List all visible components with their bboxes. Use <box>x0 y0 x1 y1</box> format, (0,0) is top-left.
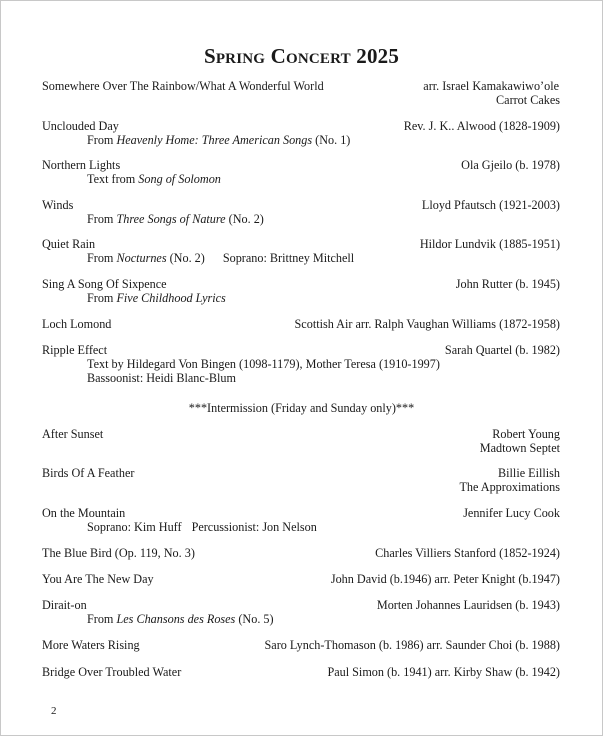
program-entry-ripple-effect <box>42 343 560 385</box>
piece-credit: Jennifer Lucy Cook <box>463 506 560 520</box>
piece-credit: Morten Johannes Lauridsen (b. 1943) <box>376 598 560 612</box>
program-entry-on-the-mountain <box>42 506 560 534</box>
soloist: Soprano: Kim Huff <box>87 520 182 534</box>
program-entry-after-sunset <box>42 427 560 455</box>
soloist: Soprano: Brittney Mitchell <box>222 251 355 265</box>
source-work: From Les Chansons des Roses (No. 5) <box>87 612 274 626</box>
piece-credit: Saro Lynch-Thomason (b. 1986) arr. Saunder Choi (b. 1988) <box>264 638 560 652</box>
piece-title: More Waters Rising <box>42 638 140 652</box>
performer: The Approximations <box>459 480 560 494</box>
piece-credit: John Rutter (b. 1945) <box>455 277 560 291</box>
piece-credit: Hildor Lundvik (1885-1951) <box>419 237 560 251</box>
piece-title: Dirait-on <box>42 598 87 612</box>
performer: Carrot Cakes <box>496 93 560 107</box>
program-entry-unclouded-day <box>42 119 560 147</box>
source-work: From Heavenly Home: Three American Songs (No. 1) <box>87 133 351 147</box>
piece-title: Ripple Effect <box>42 343 108 357</box>
intermission-note: ***Intermission (Friday and Sunday only)*** <box>188 401 415 415</box>
program-entry-quiet-rain <box>42 237 560 265</box>
concert-title: Spring Concert 2025 <box>203 44 400 68</box>
piece-credit: Paul Simon (b. 1941) arr. Kirby Shaw (b. 1942) <box>327 665 560 679</box>
piece-title: Birds Of A Feather <box>42 466 135 480</box>
program-entry-rainbow <box>42 79 560 107</box>
piece-title: The Blue Bird (Op. 119, No. 3) <box>42 546 195 560</box>
piece-title: Unclouded Day <box>42 119 119 133</box>
piece-credit: John David (b.1946) arr. Peter Knight (b.1947) <box>330 572 560 586</box>
program-entry-winds <box>42 198 560 226</box>
piece-title: Sing A Song Of Sixpence <box>42 277 167 291</box>
program-entry-birds-of-a-feather <box>42 466 560 494</box>
source-work: From Three Songs of Nature (No. 2) <box>87 212 264 226</box>
piece-title: Bridge Over Troubled Water <box>42 665 182 679</box>
program-entry-new-day <box>42 572 560 586</box>
source-work: From Five Childhood Lyrics <box>87 291 226 305</box>
piece-credit: Rev. J. K.. Alwood (1828-1909) <box>403 119 560 133</box>
performer: Madtown Septet <box>479 441 560 455</box>
piece-title: Northern Lights <box>42 158 121 172</box>
program-entry-northern-lights <box>42 158 560 186</box>
page-number: 2 <box>51 705 57 717</box>
program-entry-loch-lomond <box>42 317 560 331</box>
piece-credit: Ola Gjeilo (b. 1978) <box>461 158 560 172</box>
text-credit: Text by Hildegard Von Bingen (1098-1179), Mother Teresa (1910-1997) <box>87 357 440 371</box>
soloist: Percussionist: Jon Nelson <box>191 520 317 534</box>
piece-title: After Sunset <box>42 427 104 441</box>
source-work: Text from Song of Solomon <box>87 172 221 186</box>
piece-title: You Are The New Day <box>42 572 154 586</box>
piece-credit: Lloyd Pfautsch (1921-2003) <box>421 198 560 212</box>
program-entry-dirait-on <box>42 598 560 626</box>
piece-credit: Robert Young <box>492 427 560 441</box>
program-entry-sixpence <box>42 277 560 305</box>
source-work: From Nocturnes (No. 2) Soprano: Brittney Mitchell <box>87 251 355 265</box>
piece-credit: Scottish Air arr. Ralph Vaughan Williams (1872-1958) <box>294 317 560 331</box>
piece-title: Somewhere Over The Rainbow/What A Wonderful World <box>42 79 324 93</box>
piece-title: Loch Lomond <box>42 317 112 331</box>
piece-credit: arr. Israel Kamakawiwo’ole <box>423 79 559 93</box>
program-entry-more-waters-rising <box>42 638 560 652</box>
piece-credit: Charles Villiers Stanford (1852-1924) <box>375 546 560 560</box>
program-entry-bridge-over-troubled-water <box>42 665 560 679</box>
soloists <box>42 520 560 534</box>
piece-title: On the Mountain <box>42 506 126 520</box>
program-entry-blue-bird <box>42 546 560 560</box>
soloist: Bassoonist: Heidi Blanc-Blum <box>87 371 236 385</box>
piece-credit: Billie Eillish <box>498 466 560 480</box>
piece-title: Winds <box>42 198 74 212</box>
piece-credit: Sarah Quartel (b. 1982) <box>444 343 560 357</box>
piece-title: Quiet Rain <box>42 237 96 251</box>
